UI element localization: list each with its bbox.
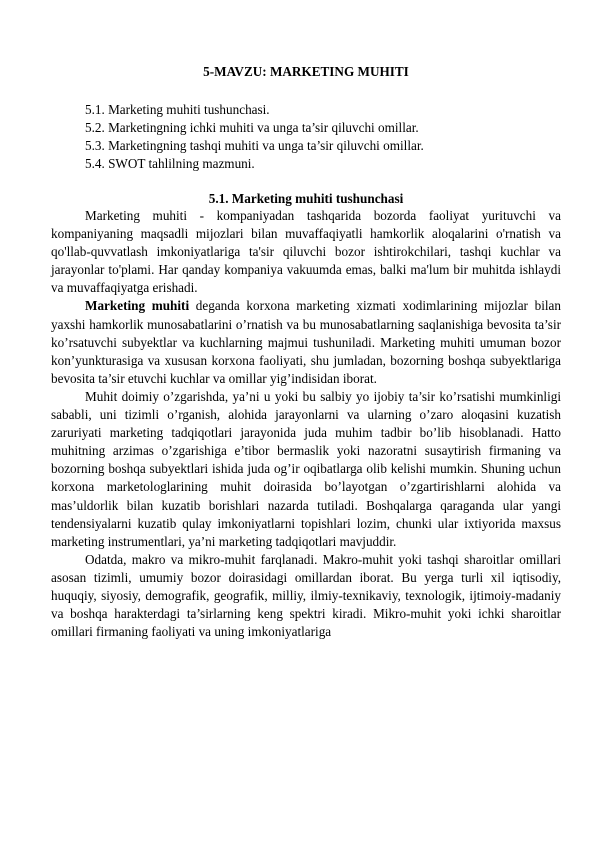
- section-heading: 5.1. Marketing muhiti tushunchasi: [208, 191, 404, 206]
- toc-item: 5.4. SWOT tahlilning mazmuni.: [85, 156, 255, 171]
- page-title: 5-MAVZU: MARKETING MUHITI: [203, 64, 409, 79]
- paragraph-marketing-environment: [51, 297, 561, 387]
- paragraph-text: deganda korxona marketing xizmati xodimlarining mijozlar bilan yaxshi hamkorlik munosabatlarini o’rnatish va bu munosabatlarning saqlanishiga bevosita ta’sir ko’rsatuvchi subyektlar va kuchlarning majmui tushuniladi. Marketing muhiti umuman bozor kon’yunkturasiga va xususan korxona faoliyati, shu jumladan, bozorning boshqa subyektlariga bevosita ta’sir etuvchi kuchlar va omillar yig’indisidan iborat.: [51, 298, 561, 386]
- toc-item: 5.1. Marketing muhiti tushunchasi.: [85, 102, 270, 117]
- table-of-contents: [51, 101, 561, 173]
- paragraph-environment-change: Muhit doimiy o’zgarishda, ya’ni u yoki bu salbiy yo ijobiy ta’sir ko’rsatishi mumkinligi sababli, uni tizimli o’rganish, alohida jarayonlarni va ularning o’zaro aloqasini kuzatish zaruriyati marketing tadqiqotlari jarayonida juda muhim tadbir bo’lib hisoblanadi. Hatto muhitning arzimas o’zgarishiga e’tibor bermaslik yoki nazoratni susaytirish firmaning va bozorning boshqa subyektlari ishida juda og’ir oqibatlarga olib kelishi mumkin. Shuning uchun korxona marketologlarining muhit doirasida bo’layotgan o’zgartirishlarni alohida va mas’uldorlik bilan kuzatib borishlari nazarda tutiladi. Boshqalarga qaraganda ular yangi tendensiyalarni kuzatib qulay imkoniyatlarni topishlari lozim, chunki ular ixtiyorida maxsus marketing instrumentlari, ya’ni marketing tadqiqotlari mavjuddir.: [51, 388, 561, 549]
- paragraph-macro-micro: Odatda, makro va mikro-muhit farqlanadi. Makro-muhit yoki tashqi sharoitlar omillari asosan tizimli, umumiy bozor doirasidagi omillardan iborat. Bu yerga turli xil iqtisodiy, huquqiy, siyosiy, demografik, geografik, milliy, ilmiy-texnikaviy, texnologik, ijtimoiy-madaniy va boshqa harakterdagi ta’sirlarning keng spektri kiradi. Mikro-muhit yoki ichki sharoitlar omillari firmaning faoliyati va uning imkoniyatlariga: [51, 551, 561, 640]
- document-page: [51, 64, 561, 641]
- paragraph-definition: Marketing muhiti - kompaniyadan tashqarida bozorda faoliyat yurituvchi va kompaniyaning maqsadli mijozlari bilan muvaffaqiyatli hamkorlik aloqalarini o'rnatish va qo'llab-quvvatlash imkoniyatlariga ta'sir qiluvchi bozor ishtirokchilari, tashqi kuchlar va jarayonlar to'plami. Har qanday kompaniya vakuumda emas, balki ma'lum bir muhitda ishlaydi va muvaffaqiyatga erishadi.: [51, 208, 561, 296]
- bold-term: Marketing muhiti: [85, 298, 190, 314]
- toc-item: 5.3. Marketingning tashqi muhiti va unga ta’sir qiluvchi omillar.: [85, 138, 424, 153]
- toc-item: 5.2. Marketingning ichki muhiti va unga ta’sir qiluvchi omillar.: [85, 120, 419, 135]
